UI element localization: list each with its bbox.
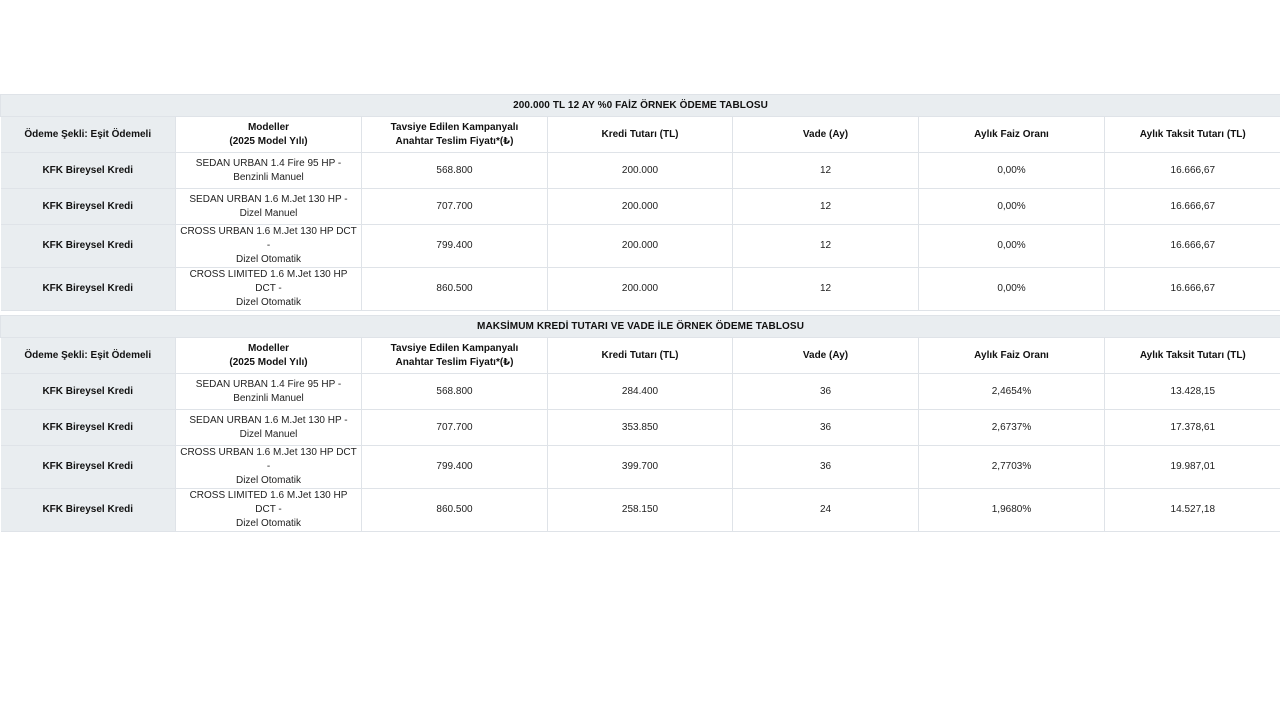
header-monthly-installment: Aylık Taksit Tutarı (TL) bbox=[1105, 117, 1280, 153]
payment-table-zero-interest bbox=[0, 94, 1280, 311]
table-title: 200.000 TL 12 AY %0 FAİZ ÖRNEK ÖDEME TABLOSU bbox=[1, 95, 1280, 117]
table-row bbox=[1, 268, 1280, 311]
table-title: MAKSİMUM KREDİ TUTARI VE VADE İLE ÖRNEK ÖDEME TABLOSU bbox=[1, 316, 1280, 338]
cell-monthly-installment: 17.378,61 bbox=[1105, 410, 1280, 446]
cell-loan-amount: 200.000 bbox=[548, 225, 733, 268]
header-term: Vade (Ay) bbox=[733, 117, 919, 153]
cell-term: 12 bbox=[733, 189, 919, 225]
cell-model-line2: Dizel Otomatik bbox=[235, 475, 301, 486]
cell-term: 12 bbox=[733, 268, 919, 311]
header-models-line1: Modeller bbox=[247, 121, 290, 133]
cell-monthly-installment: 16.666,67 bbox=[1105, 189, 1280, 225]
cell-price: 860.500 bbox=[362, 489, 548, 532]
cell-monthly-rate: 0,00% bbox=[919, 153, 1105, 189]
table-title-row bbox=[1, 316, 1280, 338]
cell-monthly-rate: 0,00% bbox=[919, 225, 1105, 268]
table-row bbox=[1, 225, 1280, 268]
cell-price: 799.400 bbox=[362, 225, 548, 268]
cell-loan-amount: 399.700 bbox=[548, 446, 733, 489]
cell-model bbox=[176, 446, 362, 489]
cell-loan-amount: 200.000 bbox=[548, 153, 733, 189]
cell-model-line1: SEDAN URBAN 1.6 M.Jet 130 HP - bbox=[189, 193, 348, 205]
cell-model-line1: CROSS LIMITED 1.6 M.Jet 130 HP DCT - bbox=[189, 490, 348, 515]
cell-loan-amount: 200.000 bbox=[548, 268, 733, 311]
header-price bbox=[362, 117, 548, 153]
cell-term: 12 bbox=[733, 225, 919, 268]
cell-model-line2: Benzinli Manuel bbox=[233, 392, 304, 404]
cell-monthly-installment: 19.987,01 bbox=[1105, 446, 1280, 489]
cell-model-line2: Dizel Manuel bbox=[239, 207, 298, 219]
cell-loan-amount: 284.400 bbox=[548, 374, 733, 410]
cell-monthly-rate: 2,7703% bbox=[919, 446, 1105, 489]
cell-monthly-installment: 16.666,67 bbox=[1105, 153, 1280, 189]
payment-table-max-credit bbox=[0, 315, 1280, 532]
cell-monthly-installment: 16.666,67 bbox=[1105, 225, 1280, 268]
cell-payment-type: KFK Bireysel Kredi bbox=[1, 268, 176, 311]
table-row bbox=[1, 153, 1280, 189]
table-row bbox=[1, 410, 1280, 446]
header-models-line2: (2025 Model Yılı) bbox=[229, 135, 308, 147]
cell-model-line1: SEDAN URBAN 1.4 Fire 95 HP - bbox=[195, 378, 342, 390]
cell-monthly-rate: 0,00% bbox=[919, 268, 1105, 311]
table-header-row bbox=[1, 117, 1280, 153]
cell-monthly-rate: 2,4654% bbox=[919, 374, 1105, 410]
table bbox=[0, 94, 1280, 311]
cell-payment-type: KFK Bireysel Kredi bbox=[1, 153, 176, 189]
table-row bbox=[1, 446, 1280, 489]
header-models bbox=[176, 338, 362, 374]
cell-term: 36 bbox=[733, 374, 919, 410]
table bbox=[0, 315, 1280, 532]
cell-loan-amount: 258.150 bbox=[548, 489, 733, 532]
header-price-line2: Anahtar Teslim Fiyatı*(₺) bbox=[395, 135, 514, 147]
cell-monthly-installment: 13.428,15 bbox=[1105, 374, 1280, 410]
header-loan-amount: Kredi Tutarı (TL) bbox=[548, 117, 733, 153]
cell-monthly-rate: 2,6737% bbox=[919, 410, 1105, 446]
cell-price: 707.700 bbox=[362, 410, 548, 446]
cell-model bbox=[176, 374, 362, 410]
cell-model bbox=[176, 189, 362, 225]
cell-payment-type: KFK Bireysel Kredi bbox=[1, 189, 176, 225]
header-models-line1: Modeller bbox=[247, 342, 290, 354]
header-payment-type: Ödeme Şekli: Eşit Ödemeli bbox=[1, 338, 176, 374]
cell-model bbox=[176, 268, 362, 311]
cell-model-line2: Benzinli Manuel bbox=[233, 171, 304, 183]
cell-monthly-rate: 0,00% bbox=[919, 189, 1105, 225]
cell-model bbox=[176, 225, 362, 268]
cell-model-line1: CROSS LIMITED 1.6 M.Jet 130 HP DCT - bbox=[189, 269, 348, 294]
cell-model-line2: Dizel Manuel bbox=[239, 428, 298, 440]
cell-price: 799.400 bbox=[362, 446, 548, 489]
cell-model-line2: Dizel Otomatik bbox=[235, 254, 301, 265]
cell-model-line1: CROSS URBAN 1.6 M.Jet 130 HP DCT - bbox=[180, 447, 357, 472]
cell-model bbox=[176, 410, 362, 446]
header-payment-type: Ödeme Şekli: Eşit Ödemeli bbox=[1, 117, 176, 153]
cell-monthly-installment: 14.527,18 bbox=[1105, 489, 1280, 532]
header-models bbox=[176, 117, 362, 153]
header-loan-amount: Kredi Tutarı (TL) bbox=[548, 338, 733, 374]
cell-payment-type: KFK Bireysel Kredi bbox=[1, 225, 176, 268]
cell-loan-amount: 353.850 bbox=[548, 410, 733, 446]
cell-term: 36 bbox=[733, 446, 919, 489]
table-row bbox=[1, 374, 1280, 410]
cell-model-line1: SEDAN URBAN 1.6 M.Jet 130 HP - bbox=[189, 414, 348, 426]
cell-payment-type: KFK Bireysel Kredi bbox=[1, 446, 176, 489]
cell-loan-amount: 200.000 bbox=[548, 189, 733, 225]
header-price-line1: Tavsiye Edilen Kampanyalı bbox=[390, 121, 519, 133]
cell-model bbox=[176, 153, 362, 189]
cell-price: 568.800 bbox=[362, 153, 548, 189]
cell-model-line2: Dizel Otomatik bbox=[235, 518, 301, 529]
header-monthly-rate: Aylık Faiz Oranı bbox=[919, 338, 1105, 374]
header-term: Vade (Ay) bbox=[733, 338, 919, 374]
header-monthly-installment: Aylık Taksit Tutarı (TL) bbox=[1105, 338, 1280, 374]
cell-model-line2: Dizel Otomatik bbox=[235, 297, 301, 308]
header-price-line1: Tavsiye Edilen Kampanyalı bbox=[390, 342, 519, 354]
cell-monthly-rate: 1,9680% bbox=[919, 489, 1105, 532]
cell-model-line1: CROSS URBAN 1.6 M.Jet 130 HP DCT - bbox=[180, 226, 357, 251]
header-price-line2: Anahtar Teslim Fiyatı*(₺) bbox=[395, 356, 514, 368]
cell-model bbox=[176, 489, 362, 532]
table-row bbox=[1, 189, 1280, 225]
cell-price: 568.800 bbox=[362, 374, 548, 410]
table-header-row bbox=[1, 338, 1280, 374]
cell-term: 24 bbox=[733, 489, 919, 532]
table-row bbox=[1, 489, 1280, 532]
cell-price: 707.700 bbox=[362, 189, 548, 225]
table-title-row bbox=[1, 95, 1280, 117]
cell-payment-type: KFK Bireysel Kredi bbox=[1, 410, 176, 446]
cell-term: 12 bbox=[733, 153, 919, 189]
header-monthly-rate: Aylık Faiz Oranı bbox=[919, 117, 1105, 153]
header-models-line2: (2025 Model Yılı) bbox=[229, 356, 308, 368]
cell-price: 860.500 bbox=[362, 268, 548, 311]
cell-model-line1: SEDAN URBAN 1.4 Fire 95 HP - bbox=[195, 157, 342, 169]
cell-monthly-installment: 16.666,67 bbox=[1105, 268, 1280, 311]
cell-term: 36 bbox=[733, 410, 919, 446]
cell-payment-type: KFK Bireysel Kredi bbox=[1, 374, 176, 410]
cell-payment-type: KFK Bireysel Kredi bbox=[1, 489, 176, 532]
header-price bbox=[362, 338, 548, 374]
